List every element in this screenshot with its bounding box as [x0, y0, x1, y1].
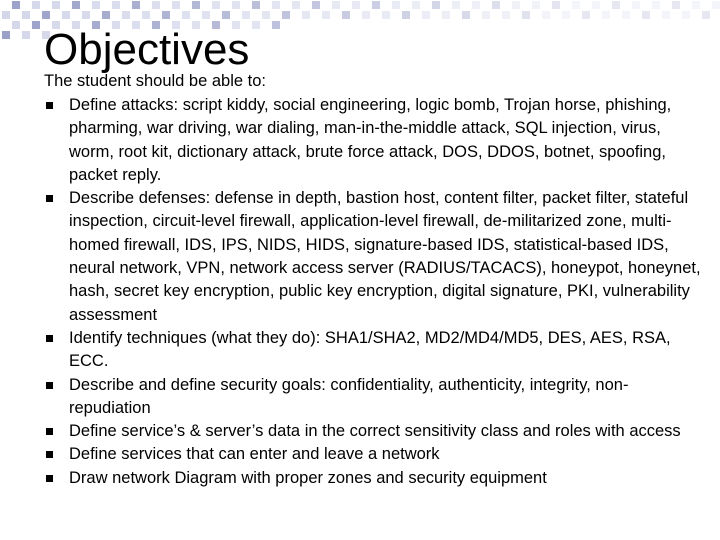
decorative-square — [212, 1, 220, 9]
decorative-square — [252, 1, 260, 9]
decorative-square — [342, 11, 350, 19]
decorative-square — [412, 1, 420, 9]
decorative-square — [122, 11, 130, 19]
decorative-square — [192, 1, 200, 9]
decorative-square — [152, 1, 160, 9]
decorative-square — [392, 1, 400, 9]
decorative-square — [202, 11, 210, 19]
decorative-square — [672, 1, 680, 9]
decorative-square — [42, 11, 50, 19]
objective-item — [46, 187, 706, 327]
decorative-square — [82, 11, 90, 19]
decorative-square — [12, 1, 20, 9]
decorative-square — [312, 1, 320, 9]
decorative-square — [272, 21, 280, 29]
bullet-square-icon — [46, 382, 53, 389]
slide-title: Objectives — [44, 25, 250, 74]
decorative-square — [382, 11, 390, 19]
decorative-square — [492, 1, 500, 9]
decorative-square — [692, 1, 700, 9]
decorative-square — [652, 1, 660, 9]
decorative-square — [452, 1, 460, 9]
decorative-square — [662, 11, 670, 19]
objective-item — [46, 467, 706, 490]
decorative-square — [702, 11, 710, 19]
decorative-square — [552, 1, 560, 9]
bullet-square-icon — [46, 335, 53, 342]
decorative-square — [562, 11, 570, 19]
objective-item — [46, 327, 706, 374]
decorative-square — [512, 1, 520, 9]
decorative-square — [22, 31, 30, 39]
decorative-square — [12, 21, 20, 29]
decorative-square — [52, 1, 60, 9]
decorative-square — [402, 11, 410, 19]
decorative-square — [332, 1, 340, 9]
bullet-square-icon — [46, 475, 53, 482]
decorative-square — [2, 11, 10, 19]
decorative-square — [522, 11, 530, 19]
decorative-square — [292, 1, 300, 9]
slide-intro: The student should be able to: — [44, 72, 266, 90]
decorative-square — [622, 11, 630, 19]
objective-item — [46, 420, 706, 443]
objectives-list — [46, 94, 706, 490]
decorative-square — [322, 11, 330, 19]
decorative-square — [532, 1, 540, 9]
decorative-square — [302, 11, 310, 19]
decorative-square — [602, 11, 610, 19]
decorative-square — [612, 1, 620, 9]
decorative-square — [442, 11, 450, 19]
decorative-square — [252, 21, 260, 29]
decorative-square — [542, 11, 550, 19]
objective-text: Draw network Diagram with proper zones and security equipment — [69, 468, 547, 487]
decorative-square — [592, 1, 600, 9]
objective-item — [46, 374, 706, 421]
decorative-square — [372, 1, 380, 9]
decorative-square — [482, 11, 490, 19]
bullet-square-icon — [46, 195, 53, 202]
decorative-square — [162, 11, 170, 19]
decorative-square — [432, 1, 440, 9]
objective-text: Identify techniques (what they do): SHA1/SHA2, MD2/MD4/MD5, DES, AES, RSA, ECC. — [69, 328, 671, 371]
objective-item — [46, 94, 706, 187]
decorative-square — [62, 11, 70, 19]
objective-item — [46, 443, 706, 466]
objective-text: Define service’s & server’s data in the correct sensitivity class and roles with access — [69, 422, 681, 441]
decorative-square — [102, 11, 110, 19]
objective-text: Describe and define security goals: confidentiality, authenticity, integrity, non-repudiation — [69, 375, 629, 417]
decorative-square — [642, 11, 650, 19]
decorative-square — [502, 11, 510, 19]
decorative-square — [222, 11, 230, 19]
decorative-square — [682, 11, 690, 19]
objective-text: Define services that can enter and leave a network — [69, 445, 440, 464]
objective-text: Describe defenses: defense in depth, bastion host, content filter, packet filter, stateful inspection, circuit-level firewall, application-level firewall, de-militarized zone, multi-homed firewall, IDS, IPS, NIDS, HIDS, signature-based IDS, statistical-based IDS, neural network, VPN, network access server (RADIUS/TACACS), honeypot, honeynet, hash, secret key encryption, public key encryption, digital signature, PKI, vulnerability assessment — [69, 189, 701, 324]
decorative-square — [712, 1, 720, 9]
bullet-square-icon — [46, 451, 53, 458]
decorative-square — [352, 1, 360, 9]
objective-text: Define attacks: script kiddy, social engineering, logic bomb, Trojan horse, phishing, pharming, war driving, war dialing, man-in-the-middle attack, SQL injection, virus, worm, root kit, dictionary attack, brute force attack, DOS, DDOS, botnet, spoofing, packet reply. — [69, 96, 672, 184]
bullet-square-icon — [46, 428, 53, 435]
decorative-square — [132, 1, 140, 9]
decorative-square — [262, 11, 270, 19]
decorative-square — [172, 1, 180, 9]
decorative-square — [462, 11, 470, 19]
decorative-square — [572, 1, 580, 9]
decorative-square — [282, 11, 290, 19]
decorative-square — [32, 21, 40, 29]
decorative-square — [92, 1, 100, 9]
decorative-square — [22, 11, 30, 19]
decorative-square — [422, 11, 430, 19]
decorative-square — [32, 1, 40, 9]
decorative-square — [242, 11, 250, 19]
decorative-square — [472, 1, 480, 9]
decorative-square — [632, 1, 640, 9]
bullet-square-icon — [46, 102, 53, 109]
decorative-square — [272, 1, 280, 9]
decorative-square — [2, 31, 10, 39]
decorative-square — [582, 11, 590, 19]
decorative-square — [72, 1, 80, 9]
decorative-square — [232, 1, 240, 9]
decorative-square — [112, 1, 120, 9]
decorative-square — [182, 11, 190, 19]
decorative-square — [362, 11, 370, 19]
decorative-square — [142, 11, 150, 19]
